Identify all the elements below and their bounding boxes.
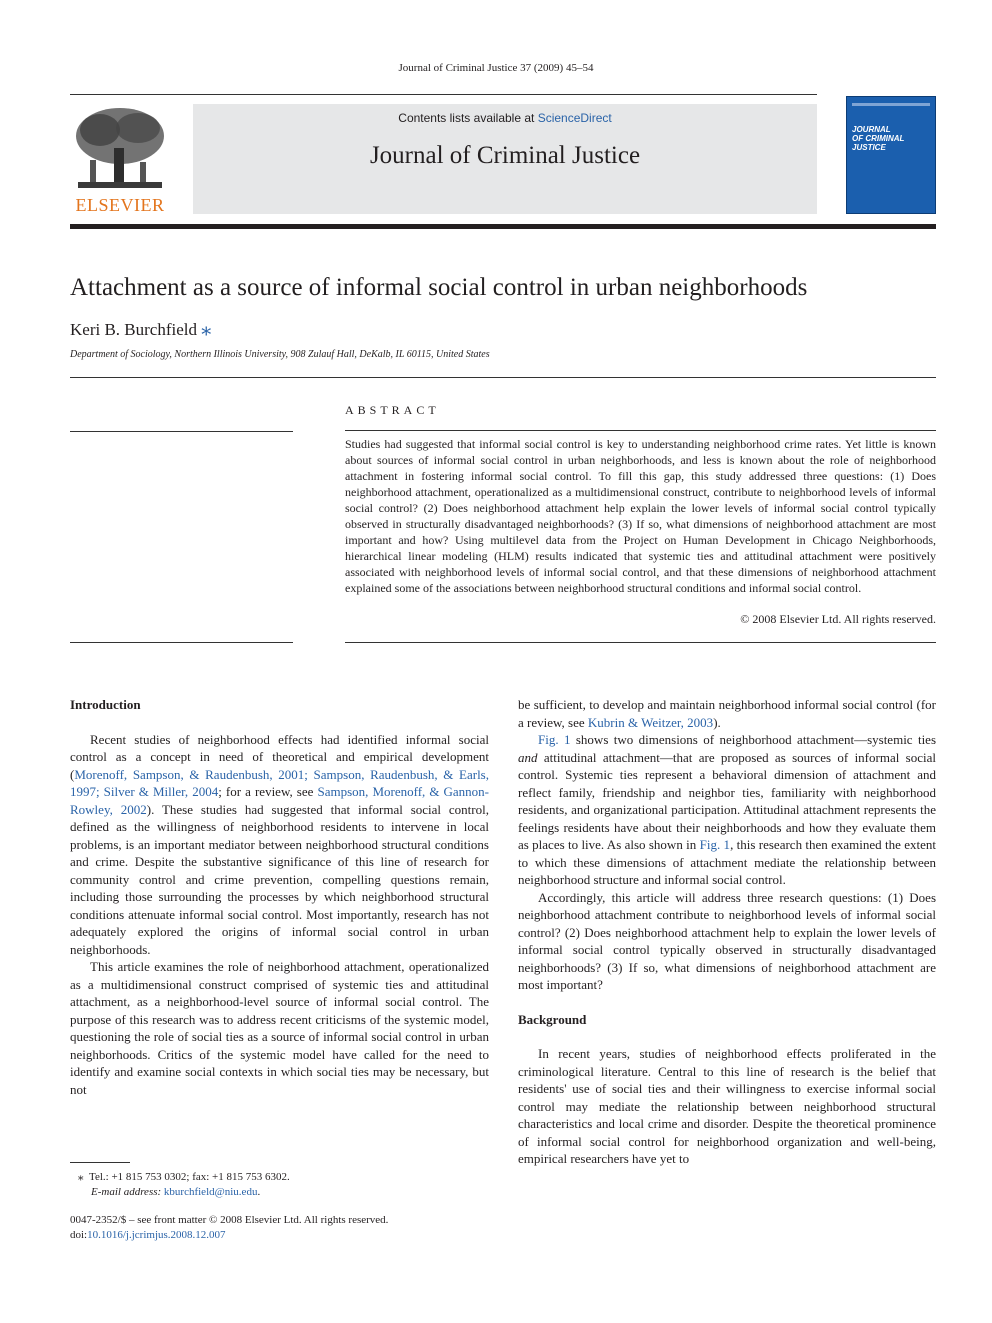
- citation-link[interactable]: Kubrin & Weitzer, 2003: [587, 714, 714, 730]
- figure-link[interactable]: Fig. 1: [538, 732, 571, 747]
- footnote-mark: ⁎: [78, 1171, 84, 1183]
- text-run: be sufficient, to develop and maintain neighborhood informal social control (for a review, see: [518, 697, 936, 730]
- issn-line: 0047-2352/$ – see front matter © 2008 Elsevier Ltd. All rights reserved.: [70, 1214, 389, 1226]
- journal-title: Journal of Criminal Justice: [369, 142, 641, 169]
- footnote: [78, 1170, 488, 1200]
- abstract-rule-bottom: [345, 642, 936, 643]
- right-column: [518, 696, 936, 1168]
- text-run: Recent studies of neighborhood effects had identified informal social control as a concept in need of theoretical and empirical development (: [70, 731, 489, 782]
- emphasis: and: [518, 749, 538, 765]
- abstract-rule-top: [345, 430, 936, 431]
- elsevier-logo[interactable]: [70, 104, 170, 216]
- abstract-heading: ABSTRACT: [345, 403, 440, 417]
- text-run: , this research then examined the extent to which these dimensions of attachment mediate the relationship between neighborhood structure and informal social control.: [518, 837, 936, 887]
- tree-logo-icon: [70, 104, 170, 192]
- doi-line: [70, 1228, 500, 1243]
- background-paragraph: In recent years, studies of neighborhood effects proliferated in the criminological literature. Central to this line of research is the belief that residents' use of social ties and their willingness to exercise informal social control may mediate the relationship between neighborhood structural characteristics and local crime and disorder. Despite the theoretical prominence of informal social control for neighborhood organization and well-being, empirical researchers have yet to: [518, 1046, 936, 1166]
- email-label: E-mail address:: [91, 1186, 164, 1198]
- article-title: Attachment as a source of informal social control in urban neighborhoods: [70, 274, 808, 301]
- citation-link[interactable]: Morenoff, Sampson, & Raudenbush, 2001; Sampson, Raudenbush, & Earls, 1997; Silver & Miller, 2004: [70, 766, 489, 799]
- text-run: shows two dimensions of neighborhood attachment—systemic ties: [570, 732, 937, 747]
- affiliation: Department of Sociology, Northern Illinois University, 908 Zulauf Hall, DeKalb, IL 60115, United States: [70, 349, 490, 360]
- cover-title: [852, 125, 904, 152]
- citation-link[interactable]: Sampson, Morenoff, & Gannon-Rowley, 2002: [70, 784, 490, 817]
- intro-paragraph-2: This article examines the role of neighborhood attachment, operationalized as a multidimensional construct comprised of systemic ties and attitudinal attachment, as a neighborhood-level source of informal social control. The purpose of this research was to address recent criticisms of the systemic model, questioning the role of social ties as a source of informal social control in urban neighborhoods. Critics of the systemic model have called for the need to identify and examine social contexts in which social ties may be necessary, but not: [70, 959, 489, 1097]
- left-abstract-rule-top: [70, 431, 293, 432]
- running-head: Journal of Criminal Justice 37 (2009) 45–54: [398, 62, 594, 74]
- doi-link[interactable]: 10.1016/j.jcrimjus.2008.12.007: [87, 1229, 226, 1241]
- sciencedirect-link[interactable]: ScienceDirect: [537, 111, 612, 125]
- background-heading: Background: [518, 1011, 587, 1027]
- left-abstract-rule-bottom: [70, 642, 293, 643]
- journal-cover-thumbnail[interactable]: [846, 96, 936, 214]
- cover-title-line: JUSTICE: [852, 143, 886, 152]
- cover-decoration: [852, 103, 930, 106]
- author-name: Keri B. Burchfield: [70, 320, 197, 339]
- text-run: ). These studies had suggested that informal social control, defined as the willingness of neighborhood residents to intervene in local problems, is an important mediator between neighborhood structural conditions and crime. Despite the substantive significance of this line of research for community control and crime prevention, compelling questions remain, including those surrounding the processes by which neighborhood structural conditions attenuate informal social control. Most importantly, research has not adequately explored the origins of informal social control in urban neighborhoods.: [70, 801, 489, 957]
- intro-paragraph-1: [70, 731, 489, 959]
- contents-line: [193, 111, 817, 125]
- left-column: [70, 696, 489, 1098]
- footnote-phone: [78, 1170, 488, 1185]
- author-line: [70, 316, 211, 341]
- introduction-heading: Introduction: [70, 697, 141, 712]
- affiliation-rule: [70, 377, 936, 378]
- text-run: ).: [713, 714, 721, 730]
- cover-title-line: OF CRIMINAL: [852, 134, 905, 143]
- email-link[interactable]: kburchfield@niu.edu: [163, 1186, 258, 1198]
- figure-paragraph: [518, 731, 936, 889]
- front-matter: [70, 1213, 500, 1243]
- continued-paragraph: [518, 696, 936, 731]
- header-rule: [70, 94, 817, 95]
- research-questions-paragraph: Accordingly, this article will address three research questions: (1) Does neighborhood attachment contribute to neighborhood levels of informal social control? (2) Does neighborhood attachment help to explain the lower levels of informal social control typically observed in structurally disadvantaged neighborhoods? (3) If so, what dimensions of neighborhood attachment are most important?: [518, 889, 936, 992]
- journal-banner: [193, 104, 817, 214]
- contents-prefix: Contents lists available at: [398, 111, 538, 125]
- masthead-rule: [70, 224, 936, 229]
- footnote-email: [78, 1185, 488, 1200]
- abstract-copyright: © 2008 Elsevier Ltd. All rights reserved.: [740, 612, 936, 626]
- footnote-rule: [70, 1162, 130, 1163]
- text-run: .: [257, 1186, 261, 1198]
- figure-link[interactable]: Fig. 1: [699, 837, 731, 852]
- text-run: ; for a review, see: [218, 784, 318, 799]
- text-run: attitudinal attachment—that are proposed as sources of informal social control. Systemic ties represent a behavioral dimension of attachment and reflect family, friendship and neighbor ties, familiarity with neighborhood residents, and organizational participation. Attitudinal attachment represents the feelings residents have about their neighborhoods and how they evaluate them as places to live. As also shown in: [518, 749, 936, 852]
- phone-fax: Tel.: +1 815 753 0302; fax: +1 815 753 6302.: [89, 1171, 290, 1183]
- author-footnote-mark[interactable]: ⁎: [201, 318, 212, 340]
- abstract-text: Studies had suggested that informal social control is key to understanding neighborhood crime rates. Yet little is known about sources of informal social control in urban neighborhoods, and less is known about the role of neighborhood attachment in fostering informal social control. To fill this gap, this study addressed three questions: (1) Does neighborhood attachment, operationalized as a multidimensional construct, contribute to neighborhood levels of informal social control? (2) Does neighborhood attachment help explain the lower levels of informal social control typically observed in structurally disadvantaged neighborhoods? (3) If so, what dimensions of neighborhood attachment are most important and how? Using multilevel data from the Project on Human Development in Chicago Neighborhoods, hierarchical linear modeling (HLM) results indicated that systemic ties and attitudinal attachment were positively associated with neighborhood levels of informal social control, and that these dimensions of neighborhood attachment explained some of the associations between neighborhood structural conditions and informal social control.: [345, 437, 936, 595]
- doi-label: doi:: [70, 1229, 88, 1241]
- cover-title-line: JOURNAL: [852, 125, 891, 134]
- publisher-wordmark: ELSEVIER: [75, 195, 165, 215]
